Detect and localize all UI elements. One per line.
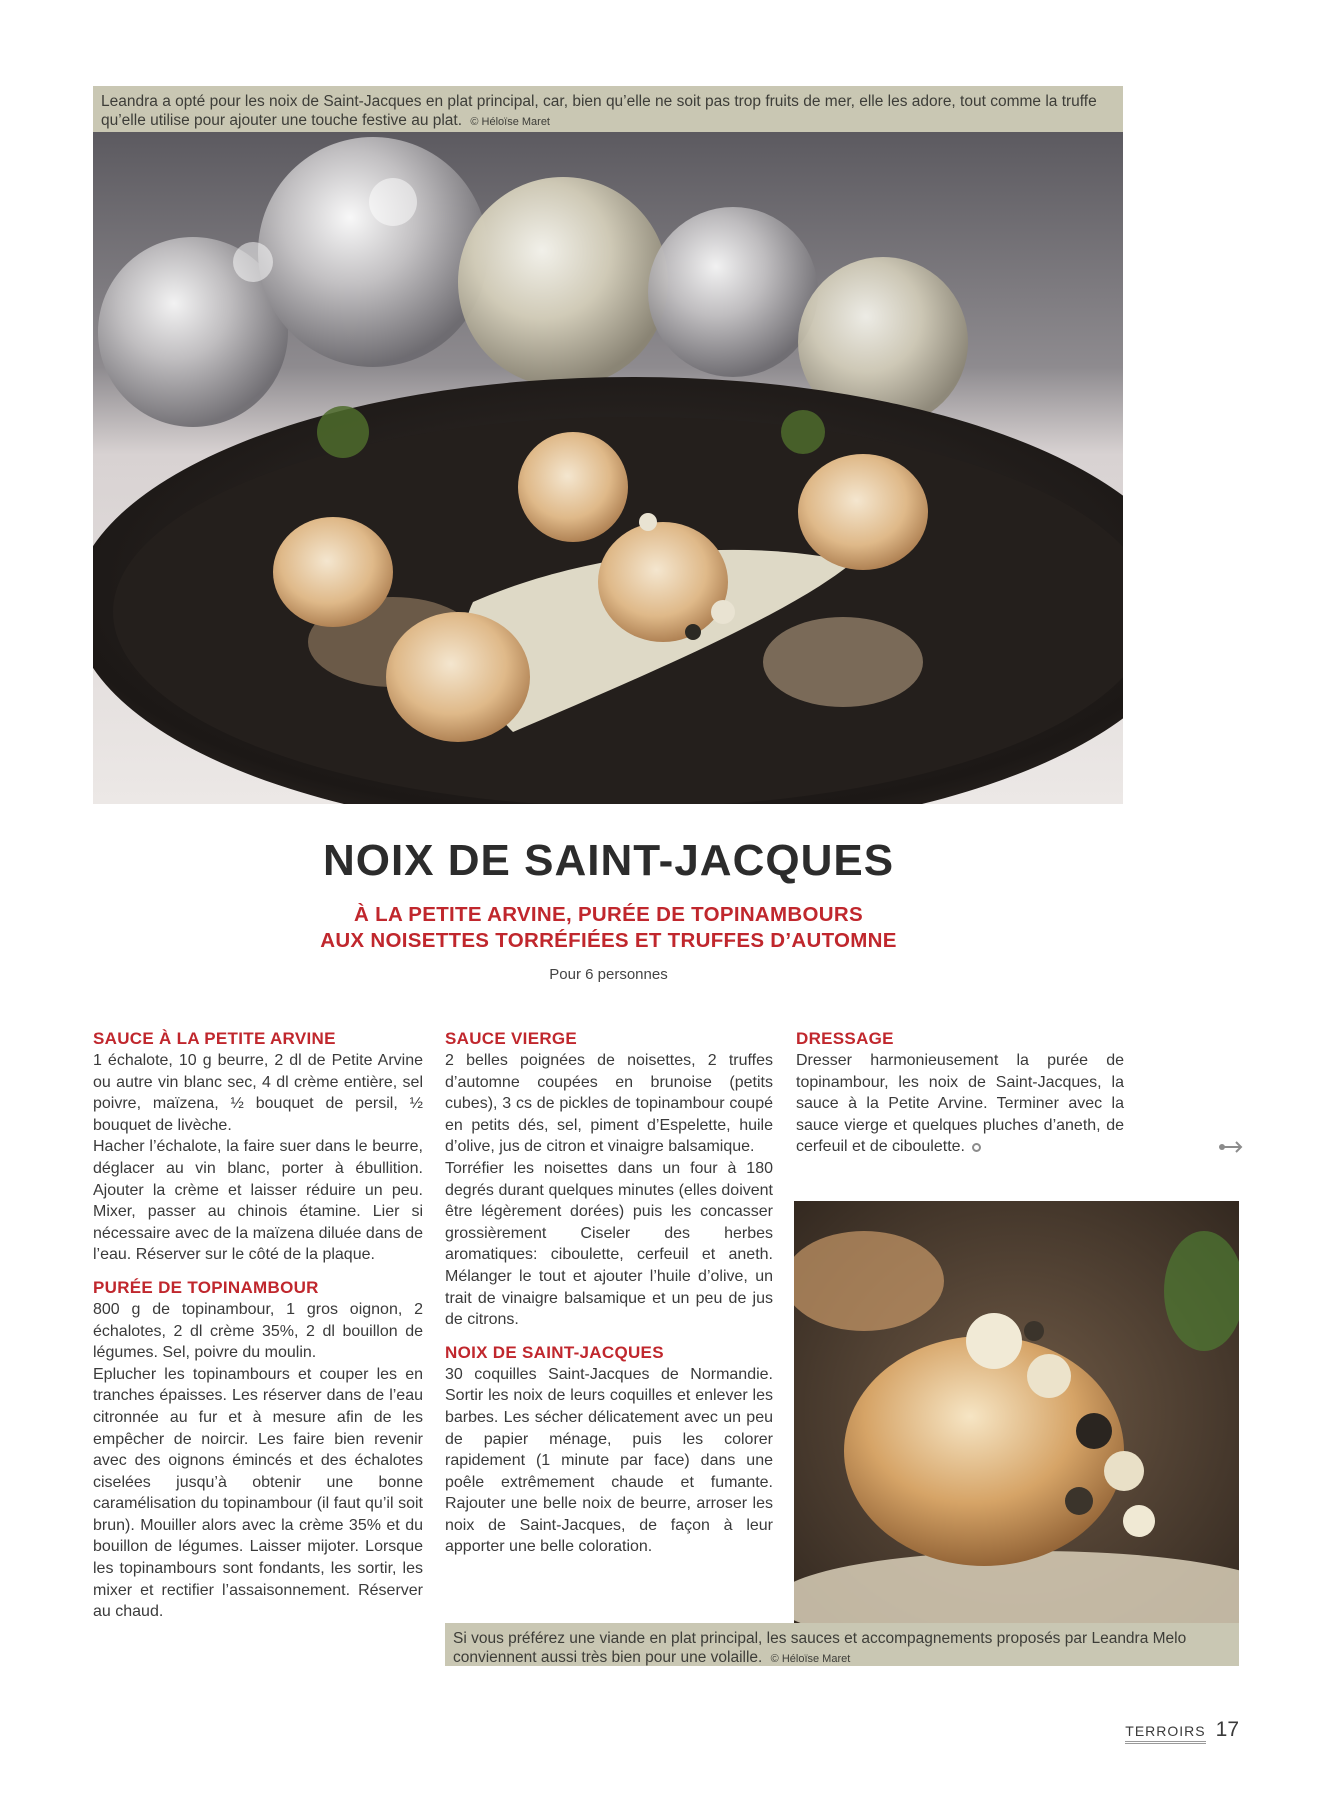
noix-method: 30 coquilles Saint-Jacques de Normandie. Sortir les noix de leurs coquilles et enlever les barbes. Les sécher délicatement avec un peu de papier ménage, puis les colorer rapidement (1 minute par face) dans une poêle extrêmement chaude et fumante. Rajouter une belle noix de beurre, arroser les noix de Saint-Jacques, de façon à leur apporter une belle coloration. — [445, 1365, 773, 1556]
scallop-closeup-photo — [794, 1201, 1239, 1623]
puree-ingredients: 800 g de topinambour, 1 gros oignon, 2 échalotes, 2 dl crème 35%, 2 dl bouillon de légumes. Sel, poivre du moulin. — [93, 1300, 423, 1362]
page-number: 17 — [1215, 1718, 1239, 1741]
page-footer — [1125, 1718, 1239, 1744]
subtitle-line-1: À LA PETITE ARVINE, PURÉE DE TOPINAMBOURS — [354, 903, 863, 926]
bottom-caption-credit: © Héloïse Maret — [770, 1653, 851, 1665]
heading-dressage: DRESSAGE — [796, 1029, 894, 1048]
sauce-vierge-ingredients: 2 belles poignées de noisettes, 2 truffes d’automne coupées en brunoise (petits cubes), 3 cs de pickles de topinambour coupé en petits dés, sel, piment d’Espelette, huile d’olive, jus de citron et vinaigre balsamique. — [445, 1052, 773, 1156]
magazine-name: TERROIRS — [1125, 1723, 1205, 1744]
servings: Pour 6 personnes — [549, 966, 668, 983]
article-end-icon — [972, 1143, 981, 1152]
recipe-subtitle — [0, 902, 1217, 954]
scallops-dish-photo — [93, 132, 1123, 804]
column-2 — [445, 1028, 773, 1558]
puree-method: Eplucher les topinambours et couper les en tranches épaisses. Les réserver dans de l’eau citronnée au fur et à mesure afin de les empêcher de noircir. Les faire bien revenir avec des oignons émincés et des échalotes ciselées jusqu’à obtenir une bonne caramélisation du topinambour (il faut qu’il soit brun). Mouiller alors avec la crème 35% et du bouillon de légumes. Laisser mijoter. Lorsque les topinambours sont fondants, les sortir, les mixer et rectifier l’assaisonnement. Réserver au chaud. — [93, 1365, 423, 1621]
recipe-title: NOIX DE SAINT-JACQUES — [322, 836, 895, 885]
dressage-text-wrap — [796, 1050, 1124, 1158]
bottom-photo-caption — [445, 1623, 1239, 1666]
column-1 — [93, 1028, 423, 1623]
heading-sauce-vierge: SAUCE VIERGE — [445, 1029, 578, 1048]
subtitle-line-2: AUX NOISETTES TORRÉFIÉES ET TRUFFES D’AUTOMNE — [320, 929, 897, 952]
continue-arrow-icon — [1218, 1140, 1244, 1154]
top-caption-credit: © Héloïse Maret — [470, 116, 550, 128]
sauce-vierge-method: Torréfier les noisettes dans un four à 180 degrés durant quelques minutes (elles doivent être légèrement dorées) puis les concasser grossièrement Ciseler des herbes aromatiques: ciboulette, cerfeuil et aneth. Mélanger le tout et ajouter l’huile d’olive, un trait de vinaigre balsamique et un peu de jus de citrons. — [445, 1159, 773, 1329]
sauce-arvine-method: Hacher l’échalote, la faire suer dans le beurre, déglacer au vin blanc, porter à ébullition. Ajouter la crème et laisser réduire un peu. Mixer, passer au chinois étamine. Lier si nécessaire avec de la maïzena diluée dans de l’eau. Réserver sur le côté de la plaque. — [93, 1138, 423, 1264]
bottom-caption-text: Si vous préférez une viande en plat principal, les sauces et accompagnements proposés par Leandra Melo conviennent aussi très bien pour une volaille. — [453, 1630, 1187, 1666]
column-3 — [796, 1028, 1124, 1158]
heading-noix-saint-jacques: NOIX DE SAINT-JACQUES — [445, 1342, 664, 1362]
heading-sauce-petite-arvine: SAUCE À LA PETITE ARVINE — [93, 1029, 336, 1048]
top-photo-caption — [93, 86, 1123, 132]
top-caption-text: Leandra a opté pour les noix de Saint-Jacques en plat principal, car, bien qu’elle ne soit pas trop fruits de mer, elle les adore, tout comme la truffe qu’elle utilise pour ajouter une touche festive au plat. — [101, 93, 1097, 129]
heading-puree-topinambour: PURÉE DE TOPINAMBOUR — [93, 1277, 319, 1297]
dressage-text: Dresser harmonieusement la purée de topinambour, les noix de Saint-Jacques, la sauce à la Petite Arvine. Terminer avec la sauce vierge et quelques pluches d’aneth, de cerfeuil et de ciboulette. — [796, 1052, 1124, 1156]
sauce-arvine-ingredients: 1 échalote, 10 g beurre, 2 dl de Petite Arvine ou autre vin blanc sec, 4 dl crème entière, sel poivre, maïzena, ½ bouquet de persil, ½ bouquet de livèche. — [93, 1052, 423, 1134]
